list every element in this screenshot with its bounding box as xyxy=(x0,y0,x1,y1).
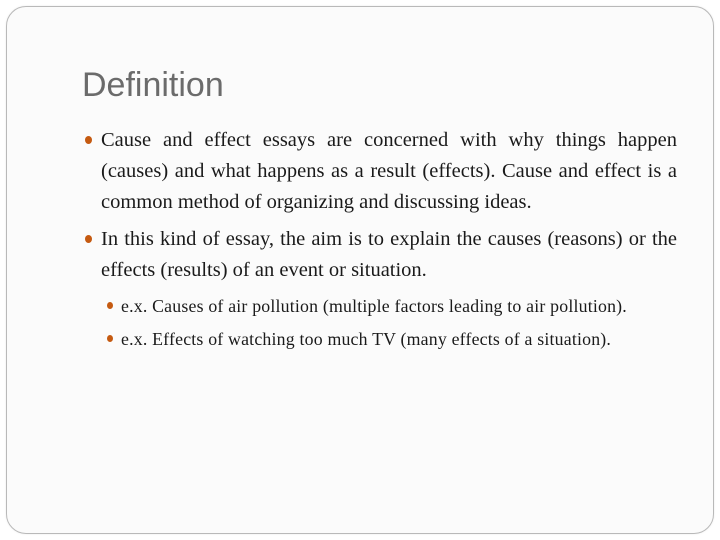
slide xyxy=(6,6,714,534)
sub-bullet-item xyxy=(107,292,677,321)
slide-title: Definition xyxy=(82,66,224,104)
sub-bullet-text: e.x. Causes of air pollution (multiple factors leading to air pollution). xyxy=(121,296,627,316)
slide-body xyxy=(85,125,677,358)
sub-bullet-text: e.x. Effects of watching too much TV (many effects of a situation). xyxy=(121,329,612,349)
bullet-text: Cause and effect essays are concerned with why things happen (causes) and what happens as a result (effects). Cause and effect is a common method of organizing and discussing ideas. xyxy=(101,129,677,213)
bullet-item xyxy=(85,125,677,218)
bullet-item xyxy=(85,224,677,286)
sub-bullet-item xyxy=(107,325,677,354)
bullet-text: In this kind of essay, the aim is to explain the causes (reasons) or the effects (results) of an event or situation. xyxy=(101,228,677,281)
